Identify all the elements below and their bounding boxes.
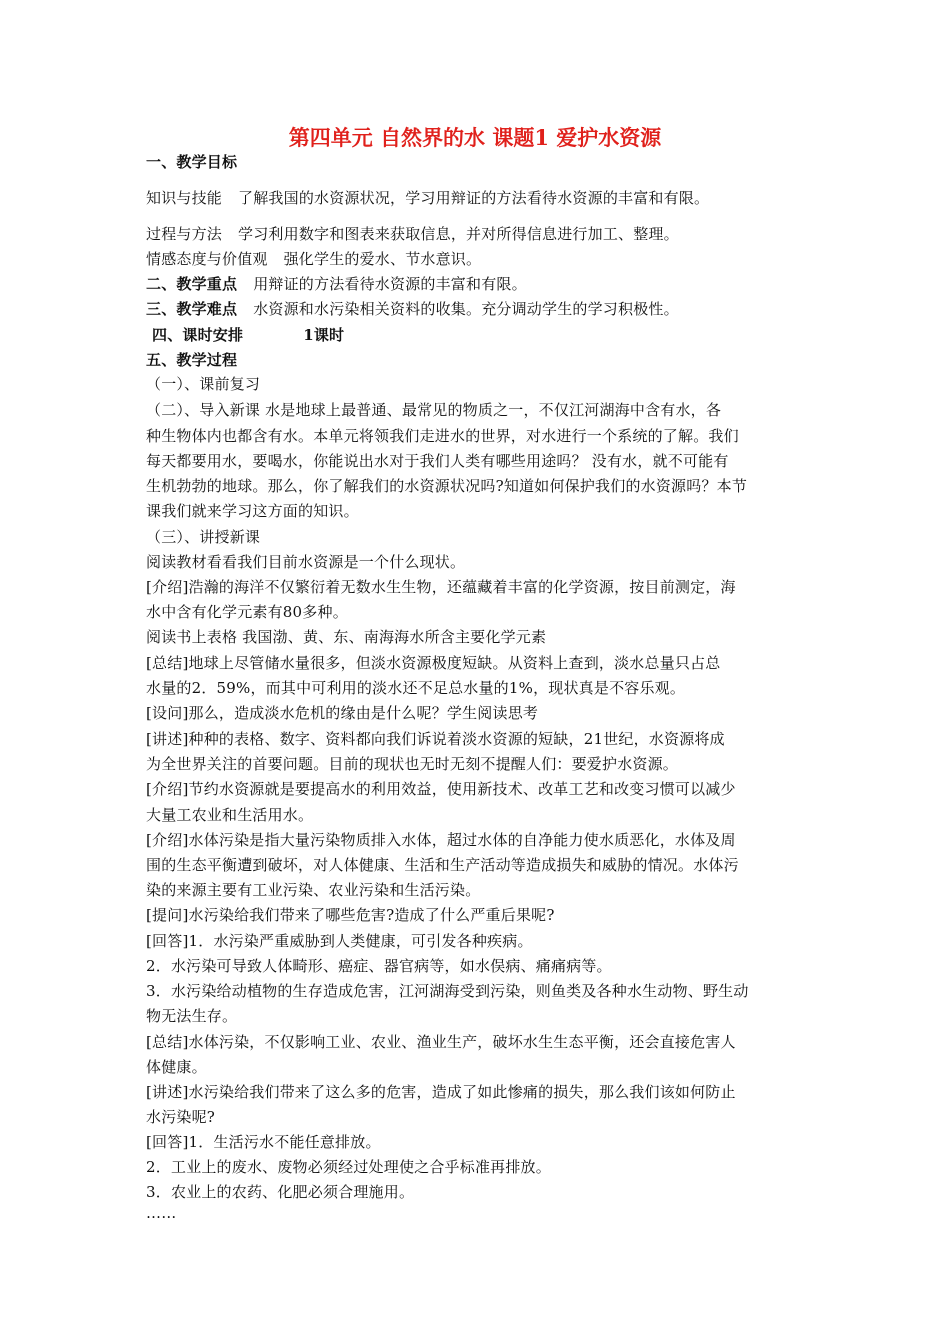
body-line: 染的来源主要有工业污染、农业污染和生活污染。 bbox=[146, 881, 481, 899]
body-line: [总结]地球上尽管储水量很多，但淡水资源极度短缺。从资料上查到，淡水总量只占总 bbox=[146, 654, 721, 672]
goal-label: 情感态度与价值观 bbox=[146, 250, 268, 268]
section-heading-schedule: 四、课时安排 bbox=[152, 326, 244, 344]
body-line: （三）、讲授新课 bbox=[146, 528, 261, 546]
goal-knowledge bbox=[146, 188, 709, 208]
section-text: 用辩证的方法看待水资源的丰富和有限。 bbox=[253, 275, 527, 293]
body-line: 阅读书上表格 我国渤、黄、东、南海海水所含主要化学元素 bbox=[146, 628, 547, 646]
goal-text: 学习利用数字和图表来获取信息，并对所得信息进行加工、整理。 bbox=[238, 225, 679, 243]
body-line: [回答]1．水污染严重威胁到人类健康，可引发各种疾病。 bbox=[146, 932, 533, 950]
goal-attitude bbox=[146, 249, 481, 269]
body-line: 水中含有化学元素有80多种。 bbox=[146, 603, 348, 621]
goal-label: 知识与技能 bbox=[146, 189, 223, 207]
body-line: 3．农业上的农药、化肥必须合理施用。 bbox=[146, 1183, 415, 1201]
body-line: 2．水污染可导致人体畸形、癌症、器官病等，如水俣病、痛痛病等。 bbox=[146, 957, 612, 975]
section-heading-key-points: 二、教学重点 bbox=[146, 275, 238, 293]
body-line: 体健康。 bbox=[146, 1058, 207, 1076]
body-line: 2．工业上的废水、废物必须经过处理使之合乎标准再排放。 bbox=[146, 1158, 551, 1176]
body-line: 阅读教材看看我们目前水资源是一个什么现状。 bbox=[146, 553, 466, 571]
goal-text: 了解我国的水资源状况，学习用辩证的方法看待水资源的丰富和有限。 bbox=[238, 189, 710, 207]
section-heading-goals: 一、教学目标 bbox=[146, 153, 238, 171]
body-line: 课我们就来学习这方面的知识。 bbox=[146, 502, 359, 520]
body-line: [介绍]水体污染是指大量污染物质排入水体，超过水体的自净能力使水质恶化，水体及周 bbox=[146, 831, 736, 849]
body-line: 围的生态平衡遭到破坏，对人体健康、生活和生产活动等造成损失和威胁的情况。水体污 bbox=[146, 856, 739, 874]
body-line: 为全世界关注的首要问题。目前的现状也无时无刻不提醒人们：要爱护水资源。 bbox=[146, 755, 679, 773]
goal-process bbox=[146, 224, 679, 244]
body-line: 水污染呢? bbox=[146, 1108, 216, 1126]
body-line: [讲述]种种的表格、数字、资料都向我们诉说着淡水资源的短缺，21世纪，水资源将成 bbox=[146, 730, 725, 748]
body-line: [提问]水污染给我们带来了哪些危害?造成了什么严重后果呢? bbox=[146, 906, 555, 924]
body-line: [总结]水体污染，不仅影响工业、农业、渔业生产，破坏水生生态平衡，还会直接危害人 bbox=[146, 1033, 736, 1051]
section-key-points bbox=[146, 274, 527, 294]
body-line: 种生物体内也都含有水。本单元将领我们走进水的世界，对水进行一个系统的了解。我们 bbox=[146, 427, 739, 445]
body-line: （一）、课前复习 bbox=[146, 375, 261, 393]
section-difficulties bbox=[146, 299, 679, 319]
body-line: …… bbox=[146, 1204, 177, 1222]
body-line: [讲述]水污染给我们带来了这么多的危害，造成了如此惨痛的损失，那么我们该如何防止 bbox=[146, 1083, 736, 1101]
goal-label: 过程与方法 bbox=[146, 225, 223, 243]
body-line: 物无法生存。 bbox=[146, 1007, 238, 1025]
goal-text: 强化学生的爱水、节水意识。 bbox=[283, 250, 482, 268]
section-text: 1课时 bbox=[303, 326, 345, 344]
body-line: [设问]那么，造成淡水危机的缘由是什么呢？学生阅读思考 bbox=[146, 704, 539, 722]
body-line: [介绍]节约水资源就是要提高水的利用效益，使用新技术、改革工艺和改变习惯可以减少 bbox=[146, 780, 736, 798]
section-schedule bbox=[152, 325, 344, 345]
body-line: 水量的2．59%，而其中可利用的淡水还不足总水量的1%，现状真是不容乐观。 bbox=[146, 679, 686, 697]
document-title: 第四单元 自然界的水 课题1 爱护水资源 bbox=[288, 125, 662, 150]
body-line: 每天都要用水，要喝水，你能说出水对于我们人类有哪些用途吗？ 没有水，就不可能有 bbox=[146, 452, 729, 470]
section-heading-process: 五、教学过程 bbox=[146, 351, 238, 369]
body-line: 3．水污染给动植物的生存造成危害，江河湖海受到污染，则鱼类及各种水生动物、野生动 bbox=[146, 982, 749, 1000]
body-line: 生机勃勃的地球。那么，你了解我们的水资源状况吗?知道如何保护我们的水资源吗？本节 bbox=[146, 477, 748, 495]
body-line: （二）、导入新课 水是地球上最普通、最常见的物质之一，不仅江河湖海中含有水，各 bbox=[146, 401, 722, 419]
body-line: [回答]1．生活污水不能任意排放。 bbox=[146, 1133, 381, 1151]
body-line: 大量工农业和生活用水。 bbox=[146, 806, 314, 824]
section-text: 水资源和水污染相关资料的收集。充分调动学生的学习积极性。 bbox=[253, 300, 679, 318]
body-line: [介绍]浩瀚的海洋不仅繁衍着无数水生生物，还蕴藏着丰富的化学资源，按目前测定，海 bbox=[146, 578, 736, 596]
section-heading-difficulties: 三、教学难点 bbox=[146, 300, 238, 318]
